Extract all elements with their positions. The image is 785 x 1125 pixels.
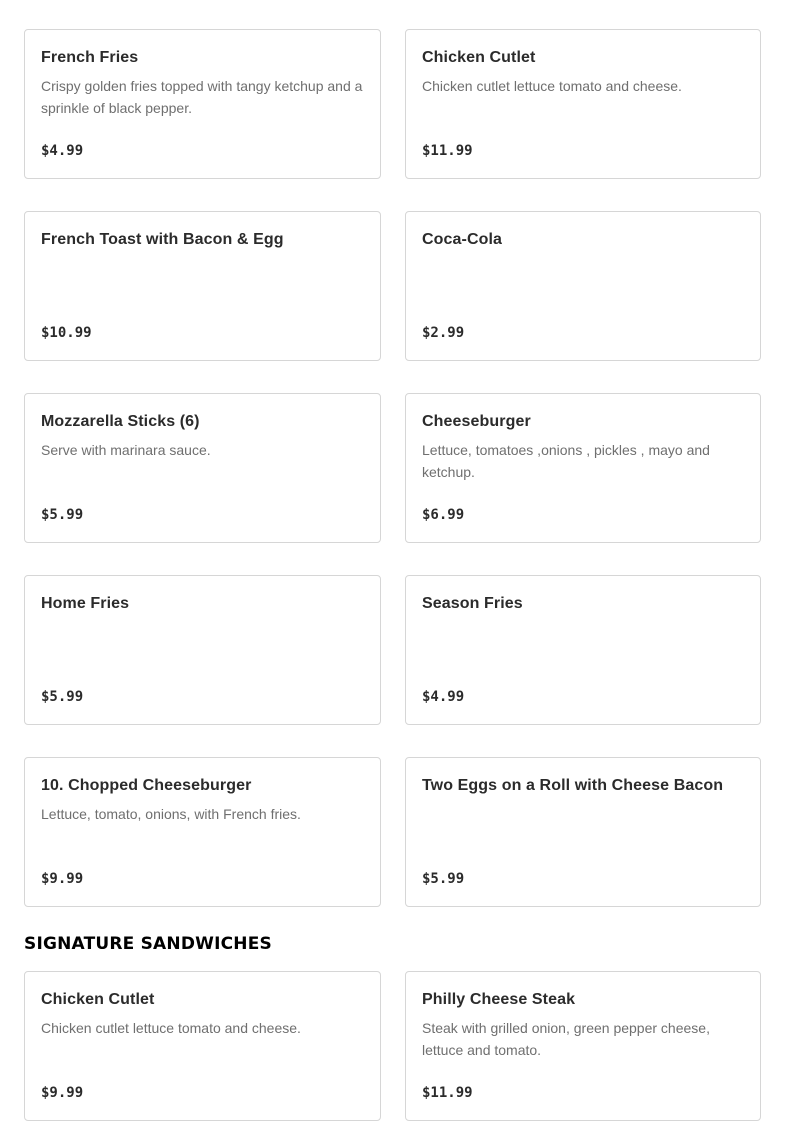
item-description: Lettuce, tomatoes ,onions , pickles , mayo and ketchup. (422, 442, 710, 480)
menu-item-card[interactable] (405, 393, 761, 543)
item-price: $4.99 (422, 689, 465, 705)
item-price: $2.99 (422, 325, 465, 341)
item-price: $4.99 (41, 143, 84, 159)
item-name: Chicken Cutlet (422, 49, 536, 66)
item-name: Chicken Cutlet (41, 991, 155, 1008)
item-price: $5.99 (41, 689, 84, 705)
signature-items-grid (24, 971, 761, 1121)
menu-item-card[interactable] (24, 757, 381, 907)
item-price: $5.99 (422, 871, 465, 887)
item-name: French Toast with Bacon & Egg (41, 231, 284, 248)
menu-item-card[interactable] (405, 29, 761, 179)
item-price: $10.99 (41, 325, 92, 341)
item-name: Cheeseburger (422, 413, 531, 430)
item-price: $9.99 (41, 1085, 84, 1101)
menu-item-card[interactable] (24, 393, 381, 543)
item-name: 10. Chopped Cheeseburger (41, 777, 252, 794)
item-name: Philly Cheese Steak (422, 991, 576, 1008)
menu-item-card[interactable] (405, 971, 761, 1121)
item-description: Serve with marinara sauce. (41, 442, 211, 458)
item-name: Two Eggs on a Roll with Cheese Bacon (422, 777, 724, 794)
menu-item-card[interactable] (405, 211, 761, 361)
menu-item-card[interactable] (24, 575, 381, 725)
item-price: $5.99 (41, 507, 84, 523)
item-description: Lettuce, tomato, onions, with French fries. (41, 806, 301, 822)
menu-page (24, 29, 761, 1121)
item-name: Coca-Cola (422, 231, 503, 248)
item-description: Crispy golden fries topped with tangy ketchup and a sprinkle of black pepper. (41, 78, 363, 116)
menu-items-grid (24, 29, 761, 907)
menu-item-card[interactable] (24, 29, 381, 179)
item-description: Chicken cutlet lettuce tomato and cheese. (422, 78, 682, 94)
section-title: SIGNATURE SANDWICHES (24, 934, 272, 954)
item-name: Season Fries (422, 595, 523, 612)
menu-item-card[interactable] (24, 211, 381, 361)
item-name: Mozzarella Sticks (6) (41, 413, 200, 430)
item-description: Chicken cutlet lettuce tomato and cheese. (41, 1020, 301, 1036)
menu-item-card[interactable] (405, 575, 761, 725)
item-price: $6.99 (422, 507, 465, 523)
item-name: Home Fries (41, 595, 130, 612)
menu-item-card[interactable] (24, 971, 381, 1121)
menu-item-card[interactable] (405, 757, 761, 907)
item-price: $9.99 (41, 871, 84, 887)
item-name: French Fries (41, 49, 139, 66)
item-price: $11.99 (422, 1085, 473, 1101)
item-description: Steak with grilled onion, green pepper cheese, lettuce and tomato. (422, 1020, 710, 1058)
item-price: $11.99 (422, 143, 473, 159)
